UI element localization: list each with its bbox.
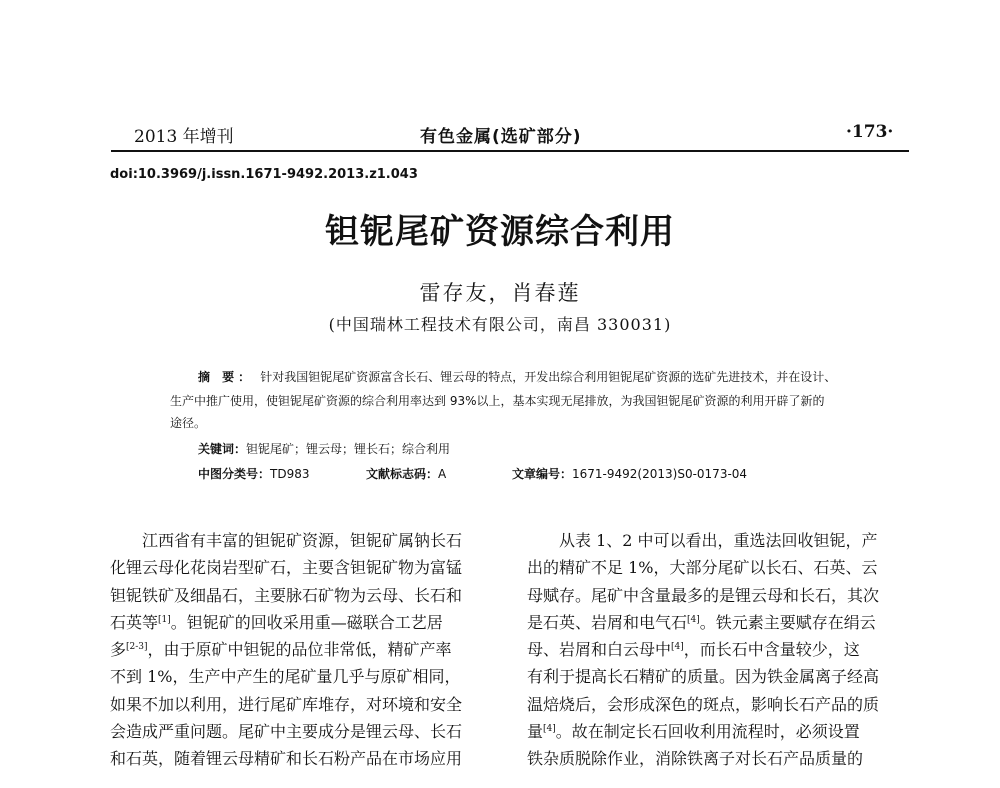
body-text: 出的精矿不足 1%，大部分尾矿以长石、石英、云	[527, 558, 878, 578]
classification-label: 中图分类号：	[198, 467, 271, 481]
body-text: 。故在制定长石回收利用流程时，必须设置	[555, 722, 860, 742]
body-text: 母赋存。尾矿中含量最多的是锂云母和长石，其次	[527, 585, 880, 605]
body-line	[527, 554, 917, 581]
doi: doi:10.3969/j.issn.1671-9492.2013.z1.043	[110, 167, 418, 182]
page-number: ·173·	[846, 122, 894, 142]
body-text: 是石英、岩屑和电气石	[527, 612, 688, 632]
classification	[198, 465, 310, 482]
body-text: 温焙烧后，会形成深色的斑点，影响长石产品的质	[527, 694, 880, 714]
body-line	[110, 718, 500, 745]
running-header-issue: 2013 年增刊	[134, 127, 234, 147]
body-line	[527, 609, 917, 636]
body-text: 从表 1、2 中可以看出，重选法回收钽铌，产	[527, 531, 878, 550]
body-line	[527, 636, 917, 663]
body-text: 有利于提高长石精矿的质量。因为铁金属离子经高	[527, 667, 880, 687]
body-line	[527, 582, 917, 609]
citation: [4]	[687, 614, 700, 625]
body-line	[110, 745, 500, 772]
body-text: 江西省有丰富的钽铌矿资源，钽铌矿属钠长石	[110, 531, 463, 550]
article-number-value: 1671-9492(2013)S0-0173-04	[572, 467, 748, 481]
body-line	[110, 691, 500, 718]
citation: [4]	[671, 642, 684, 653]
body-text: 多	[110, 640, 127, 660]
body-text: 。铁元素主要赋存在绢云	[699, 612, 876, 632]
abstract-line: 途径。	[170, 416, 207, 430]
body-line	[110, 663, 500, 690]
abstract-line: 生产中推广使用，使钽铌尾矿资源的综合利用率达到 93%以上，基本实现无尾排放，为我国钽铌尾矿资源的利用开辟了新的	[170, 394, 825, 408]
body-line	[110, 582, 500, 609]
document-code-value: A	[438, 467, 447, 481]
body-line	[527, 691, 917, 718]
abstract-line	[198, 368, 836, 385]
keywords	[198, 440, 450, 457]
body-text: 石英等	[110, 612, 159, 632]
body-line	[110, 554, 500, 581]
body-line	[527, 527, 917, 554]
keywords-label: 关键词：	[198, 442, 247, 456]
header-rule	[111, 150, 909, 152]
body-text: 母、岩屑和白云母中	[527, 640, 672, 660]
body-text: 和石英，随着锂云母精矿和长石粉产品在市场应用	[110, 749, 463, 769]
running-header-journal: 有色金属(选矿部分)	[420, 127, 582, 147]
body-text: 不到 1%，生产中产生的尾矿量几乎与原矿相同，	[110, 667, 461, 687]
body-text: 。钽铌矿的回收采用重—磁联合工艺居	[170, 612, 443, 632]
body-line	[110, 609, 500, 636]
body-column-right	[527, 527, 917, 773]
body-text: 如果不加以利用，进行尾矿库堆存，对环境和安全	[110, 694, 463, 714]
body-line	[110, 527, 500, 554]
body-text: 会造成严重问题。尾矿中主要成分是锂云母、长石	[110, 722, 463, 742]
body-column-left	[110, 527, 500, 773]
citation: [1]	[158, 614, 171, 625]
citation: [2-3]	[126, 642, 148, 653]
body-line	[527, 718, 917, 745]
affiliation: (中国瑞林工程技术有限公司，南昌 330031)	[328, 315, 672, 334]
body-text: ，而长石中含量较少，这	[683, 640, 860, 660]
article-number	[512, 465, 747, 482]
body-line	[110, 636, 500, 663]
citation: [4]	[543, 724, 556, 735]
authors: 雷存友，肖春莲	[419, 281, 581, 305]
body-text: 化锂云母化花岗岩型矿石，主要含钽铌矿物为富锰	[110, 558, 463, 578]
abstract-label: 摘 要：	[198, 370, 255, 384]
keywords-value: 钽铌尾矿；锂云母；锂长石；综合利用	[246, 442, 451, 456]
document-code-label: 文献标志码：	[366, 467, 439, 481]
classification-value: TD983	[270, 467, 310, 481]
article-title: 钽铌尾矿资源综合利用	[325, 212, 675, 252]
document-code	[366, 465, 446, 482]
body-text: 钽铌铁矿及细晶石，主要脉石矿物为云母、长石和	[110, 585, 463, 605]
abstract-text: 针对我国钽铌尾矿资源富含长石、锂云母的特点，开发出综合利用钽铌尾矿资源的选矿先进技术，并在设计、	[260, 370, 837, 384]
body-text: 铁杂质脱除作业，消除铁离子对长石产品质量的	[527, 749, 864, 769]
article-number-label: 文章编号：	[512, 467, 573, 481]
body-text: ，由于原矿中钽铌的品位非常低，精矿产率	[147, 640, 452, 660]
body-text: 量	[527, 722, 544, 742]
body-line	[527, 663, 917, 690]
body-line	[527, 745, 917, 772]
